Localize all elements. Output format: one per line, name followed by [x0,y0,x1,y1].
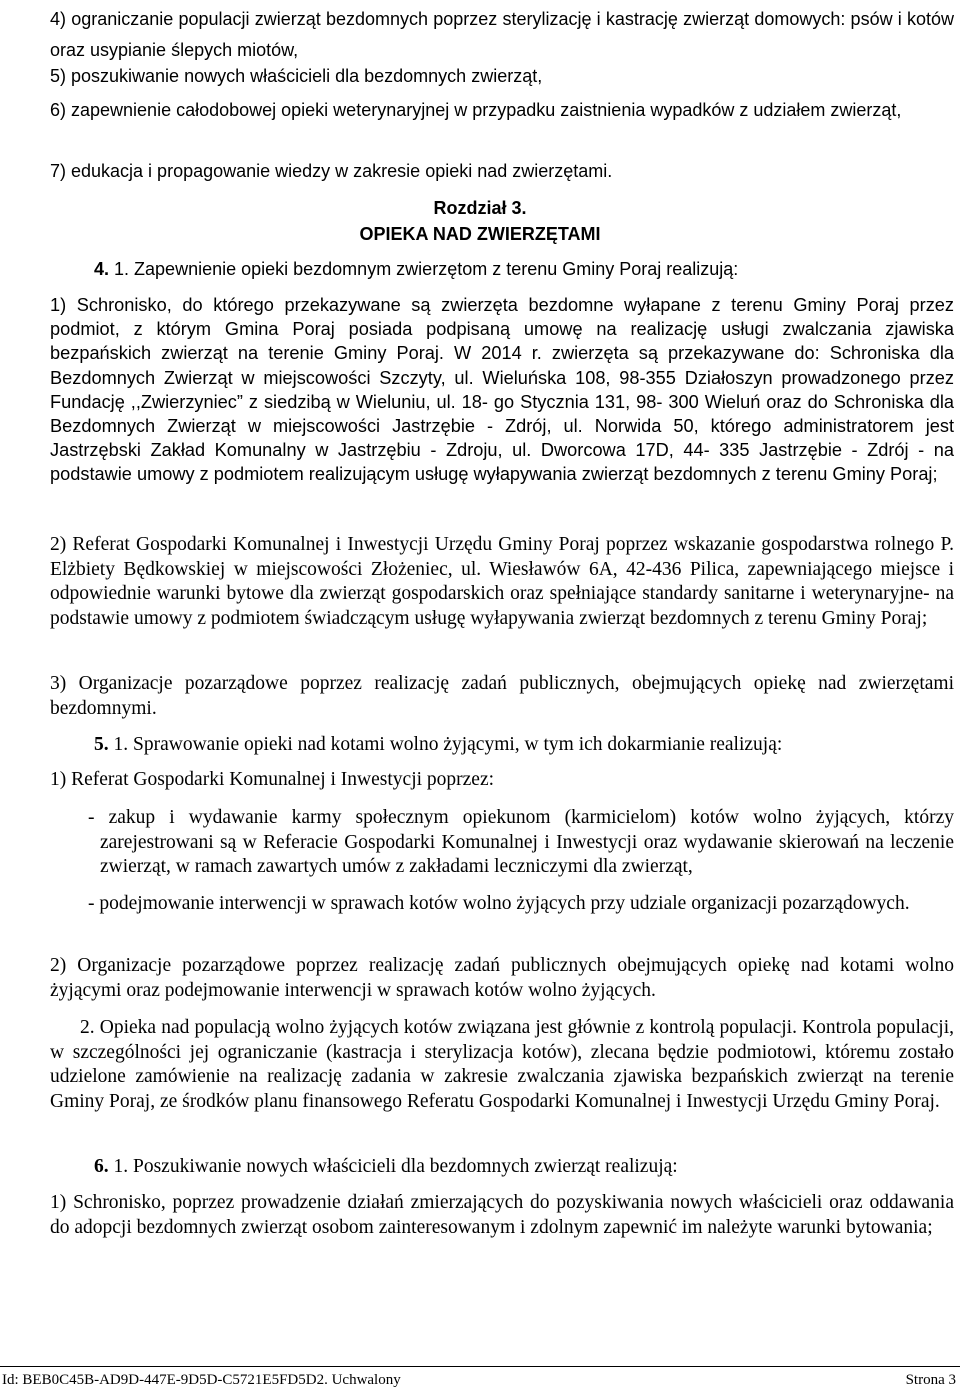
section-6-point-1: 1) Schronisko, poprzez prowadzenie działań zmierzających do pozyskiwania nowych właścicieli oraz oddawania do adopcji bezdomnych zwierząt osobom zainteresowanym i zdolnym zapewnić im należyte warunki bytowania; [50,1192,954,1238]
section-4-point-1: 1) Schronisko, do którego przekazywane są zwierzęta bezdomne wyłapane z terenu Gminy Poraj przez podmiot, z którym Gmina Poraj posiada podpisaną umowę na realizację usługi zwalczania zjawiska bezpańskich zwierząt na terenie Gminy Poraj. W 2014 r. zwierzęta są przekazywane do: Schroniska dla Bezdomnych Zwierząt w miejscowości Szczyty, ul. Wieluńska 108, 98-355 Działoszyn prowadzonego przez Fundację ,,Zwierzyniec” z siedzibą w Wieluniu, ul. 18- go Stycznia 131, 98- 300 Wieluń oraz do Schroniska dla Bezdomnych Zwierząt w miejscowości Jastrzębie - Zdrój, ul. Norwida 50, którego administratorem jest Jastrzębski Zakład Komunalny w Jastrzębiu - Zdroju, ul. Dworcowa 17D, 44- 335 Jastrzębie - Zdrój - na podstawie umowy z podmiotem realizującym usługę wyłapywania zwierząt bezdomnych z terenu Gminy Poraj; [50,295,954,485]
section-5-dash-2: - podejmowanie interwencji w sprawach kotów wolno żyjących przy udziale organizacji pozarządowych. [88,893,910,914]
section-6-intro [94,1155,954,1180]
section-4-point-2: 2) Referat Gospodarki Komunalnej i Inwestycji Urzędu Gminy Poraj poprzez wskazanie gospodarstwa rolnego P. Elżbiety Będkowskiej w miejscowości Złożeniec, ul. Wiesławów 6A, 42-436 Pilica, zapewniającego miejsce i odpowiednie warunki bytowe dla zwierząt gospodarskich oraz spełniające standardy sanitarne i weterynaryjne- na podstawie umowy z podmiotem świadczącym usługę wyłapywania zwierząt bezdomnych z terenu Gminy Poraj; [50,534,954,629]
section-5-intro [94,733,954,758]
list-item-7: 7) edukacja i propagowanie wiedzy w zakresie opieki nad zwierzętami. [50,161,613,181]
section-4-intro-text: 1. Zapewnienie opieki bezdomnym zwierzętom z terenu Gminy Poraj realizują: [114,259,739,279]
footer-divider [0,1366,960,1367]
section-4-point-3: 3) Organizacje pozarządowe poprzez realizację zadań publicznych, obejmujących opiekę nad zwierzętami bezdomnymi. [50,673,954,719]
list-item-5: 5) poszukiwanie nowych właścicieli dla bezdomnych zwierząt, [50,66,543,86]
list-item-6: 6) zapewnienie całodobowej opieki weterynaryjnej w przypadku zaistnienia wypadków z udziałem zwierząt, [50,100,902,120]
section-5-intro-text: 1. Sprawowanie opieki nad kotami wolno żyjącymi, w tym ich dokarmianie realizują: [113,734,783,755]
footer-document-id: Id: BEB0C45B-AD9D-447E-9D5D-C5721E5FD5D2. Uchwalony [2,1372,401,1388]
chapter-subtitle: OPIEKA NAD ZWIERZĘTAMI [359,224,601,244]
section-5-number: 5. [94,734,109,755]
section-5-dash-1: - zakup i wydawanie karmy społecznym opiekunom (karmicielom) kotów wolno żyjących, którzy zarejestrowani są w Referacie Gospodarki Komunalnej i Inwestycji oraz wydawanie skierowań na leczenie zwierząt, w ramach zawartych umów z zakładami leczniczymi dla zwierząt, [88,807,954,877]
section-5-point-2: 2) Organizacje pozarządowe poprzez realizację zadań publicznych obejmujących opiekę nad kotami wolno żyjącymi oraz podejmowanie interwencji w sprawach kotów wolno żyjących. [50,955,954,1001]
footer-page-number: Strona 3 [905,1372,956,1388]
list-item-4: 4) ograniczanie populacji zwierząt bezdomnych poprzez sterylizację i kastrację zwierząt domowych: psów i kotów oraz usypianie ślepych miotów, [50,9,954,60]
chapter-title: Rozdział 3. [433,198,527,218]
section-5-point-3: 2. Opieka nad populacją wolno żyjących kotów związana jest głównie z kontrolą populacji. Kontrola populacji, w szczególności jej ograniczanie (kastracja i sterylizacja kotów), zlecana będzie podmiotowi, któremu zostało udzielone zamówienie na realizację zadania w zakresie zwalczania zjawiska bezpańskich zwierząt na terenie Gminy Poraj, ze środków planu finansowego Referatu Gospodarki Komunalnej i Inwestycji Urzędu Gminy Poraj. [50,1017,954,1112]
section-6-intro-text: 1. Poszukiwanie nowych właścicieli dla bezdomnych zwierząt realizują: [113,1156,678,1177]
section-5-point-1: 1) Referat Gospodarki Komunalnej i Inwestycji poprzez: [50,769,495,790]
section-6-number: 6. [94,1156,109,1177]
section-4-number: 4. [94,259,110,279]
section-4-intro [94,257,954,282]
